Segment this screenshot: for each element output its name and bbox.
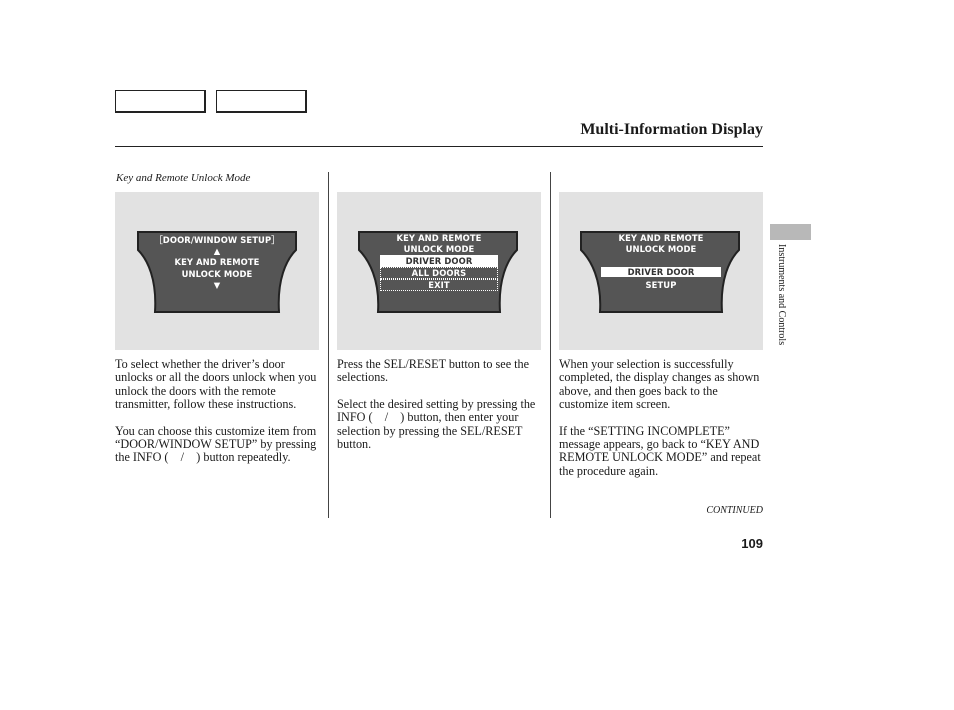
nav-next-button[interactable] <box>216 90 307 113</box>
text-column-2 <box>337 358 543 464</box>
paragraph: To select whether the driver’s door unlocks or all the doors unlock when you unlock the doors with the remote transmitter, follow these instructions. <box>115 357 317 412</box>
display-illustration-2 <box>337 192 541 350</box>
display-line: SETUP <box>645 280 677 290</box>
up-arrow-icon: ▲ <box>213 246 221 256</box>
section-label: Instruments and Controls <box>776 244 787 346</box>
text-column-3 <box>559 358 765 491</box>
display-line: KEY AND REMOTE <box>396 233 482 243</box>
display-line: UNLOCK MODE <box>403 244 475 254</box>
display-illustration-1 <box>115 192 319 350</box>
text-column-1 <box>115 358 321 478</box>
display-line: UNLOCK MODE <box>181 269 253 279</box>
title-rule <box>115 146 763 147</box>
display-selected-option: DRIVER DOOR <box>380 255 498 267</box>
section-tab <box>770 224 811 240</box>
display-selected-option: DRIVER DOOR <box>601 267 721 277</box>
paragraph: When your selection is successfully completed, the display changes as shown above, and then goes back to the customize item screen. <box>559 357 760 412</box>
display-line: ［DOOR/WINDOW SETUP］ <box>154 235 280 245</box>
display-option: EXIT <box>380 279 498 291</box>
paragraph: Select the desired setting by pressing the INFO ( / ) button, then enter your selection by pressing the SEL/RESET button. <box>337 396 536 452</box>
display-option: ALL DOORS <box>380 267 498 279</box>
column-divider <box>550 172 551 518</box>
paragraph: If the “SETTING INCOMPLETE” message appears, go back to “KEY AND REMOTE UNLOCK MODE” and repeat the procedure again. <box>559 423 761 478</box>
page-number: 109 <box>741 536 763 551</box>
column-divider <box>328 172 329 518</box>
nav-prev-button[interactable] <box>115 90 206 113</box>
paragraph: Press the SEL/RESET button to see the selections. <box>337 357 530 385</box>
continued-note: CONTINUED <box>706 505 763 516</box>
display-line: UNLOCK MODE <box>625 244 697 254</box>
display-line: KEY AND REMOTE <box>618 233 704 243</box>
display-illustration-3 <box>559 192 763 350</box>
figure-caption: Key and Remote Unlock Mode <box>116 172 251 184</box>
display-line: KEY AND REMOTE <box>174 257 260 267</box>
paragraph: You can choose this customize item from “DOOR/WINDOW SETUP” by pressing the INFO ( / ) button repeatedly. <box>115 423 317 465</box>
page-title: Multi-Information Display <box>580 121 763 138</box>
down-arrow-icon: ▼ <box>213 280 221 290</box>
